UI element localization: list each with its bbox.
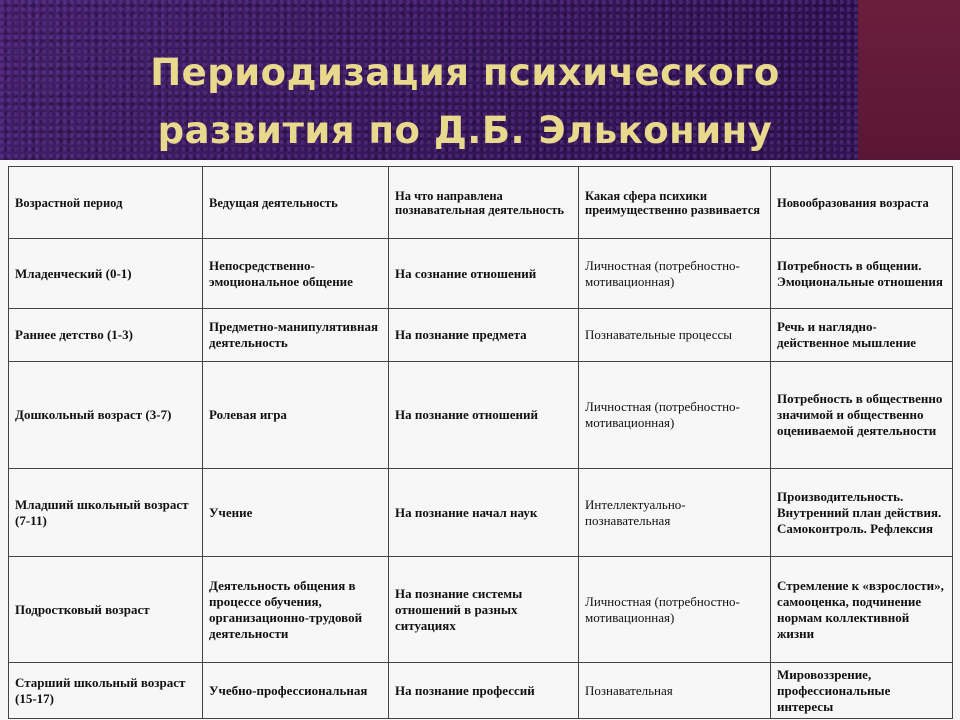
cell-psyche-sphere: Познавательные процессы xyxy=(579,309,771,362)
cell-cognitive-direction: На познание системы отношений в разных ситуациях xyxy=(389,557,579,663)
cell-neoformations: Потребность в общественно значимой и общественно оцениваемой деятельности xyxy=(771,362,953,469)
table-row xyxy=(9,362,953,469)
header-neoformations: Новообразования возраста xyxy=(771,167,953,239)
slide-title xyxy=(0,44,930,160)
cell-neoformations: Потребность в общении. Эмоциональные отношения xyxy=(771,239,953,309)
periodization-table xyxy=(8,166,953,719)
cell-neoformations: Мировоззрение, профессиональные интересы xyxy=(771,663,953,719)
slide-title-line-1: Периодизация психического xyxy=(150,51,780,94)
table-row xyxy=(9,557,953,663)
cell-neoformations: Речь и наглядно-действенное мышление xyxy=(771,309,953,362)
cell-age-period: Раннее детство (1-3) xyxy=(9,309,203,362)
table-header-row xyxy=(9,167,953,239)
cell-psyche-sphere: Личностная (потребностно-мотивационная) xyxy=(579,239,771,309)
cell-psyche-sphere: Личностная (потребностно-мотивационная) xyxy=(579,557,771,663)
cell-neoformations: Производительность. Внутренний план действия. Самоконтроль. Рефлексия xyxy=(771,469,953,557)
table-row xyxy=(9,663,953,719)
header-cognitive-direction: На что направлена познавательная деятельность xyxy=(389,167,579,239)
cell-age-period: Подростковый возраст xyxy=(9,557,203,663)
cell-leading-activity: Учение xyxy=(203,469,389,557)
cell-age-period: Дошкольный возраст (3-7) xyxy=(9,362,203,469)
cell-leading-activity: Предметно-манипулятивная деятельность xyxy=(203,309,389,362)
cell-age-period: Старший школьный возраст (15-17) xyxy=(9,663,203,719)
cell-cognitive-direction: На познание начал наук xyxy=(389,469,579,557)
cell-leading-activity: Учебно-профессиональная xyxy=(203,663,389,719)
header-age-period: Возрастной период xyxy=(9,167,203,239)
cell-cognitive-direction: На познание предмета xyxy=(389,309,579,362)
cell-age-period: Младший школьный возраст (7-11) xyxy=(9,469,203,557)
cell-neoformations: Стремление к «взрослости», самооценка, подчинение нормам коллективной жизни xyxy=(771,557,953,663)
table-row xyxy=(9,309,953,362)
header-leading-activity: Ведущая деятельность xyxy=(203,167,389,239)
cell-leading-activity: Деятельность общения в процессе обучения, организационно-трудовой деятельности xyxy=(203,557,389,663)
header-psyche-sphere: Какая сфера психики преимущественно развивается xyxy=(579,167,771,239)
cell-leading-activity: Непосредственно-эмоциональное общение xyxy=(203,239,389,309)
cell-psyche-sphere: Личностная (потребностно-мотивационная) xyxy=(579,362,771,469)
cell-cognitive-direction: На познание отношений xyxy=(389,362,579,469)
slide-title-line-2: развития по Д.Б. Эльконину xyxy=(157,109,773,152)
table-sheet xyxy=(0,160,960,720)
cell-leading-activity: Ролевая игра xyxy=(203,362,389,469)
cell-psyche-sphere: Интеллектуально-познавательная xyxy=(579,469,771,557)
table-row xyxy=(9,469,953,557)
cell-cognitive-direction: На познание профессий xyxy=(389,663,579,719)
cell-psyche-sphere: Познавательная xyxy=(579,663,771,719)
cell-age-period: Младенческий (0-1) xyxy=(9,239,203,309)
cell-cognitive-direction: На сознание отношений xyxy=(389,239,579,309)
table-row xyxy=(9,239,953,309)
